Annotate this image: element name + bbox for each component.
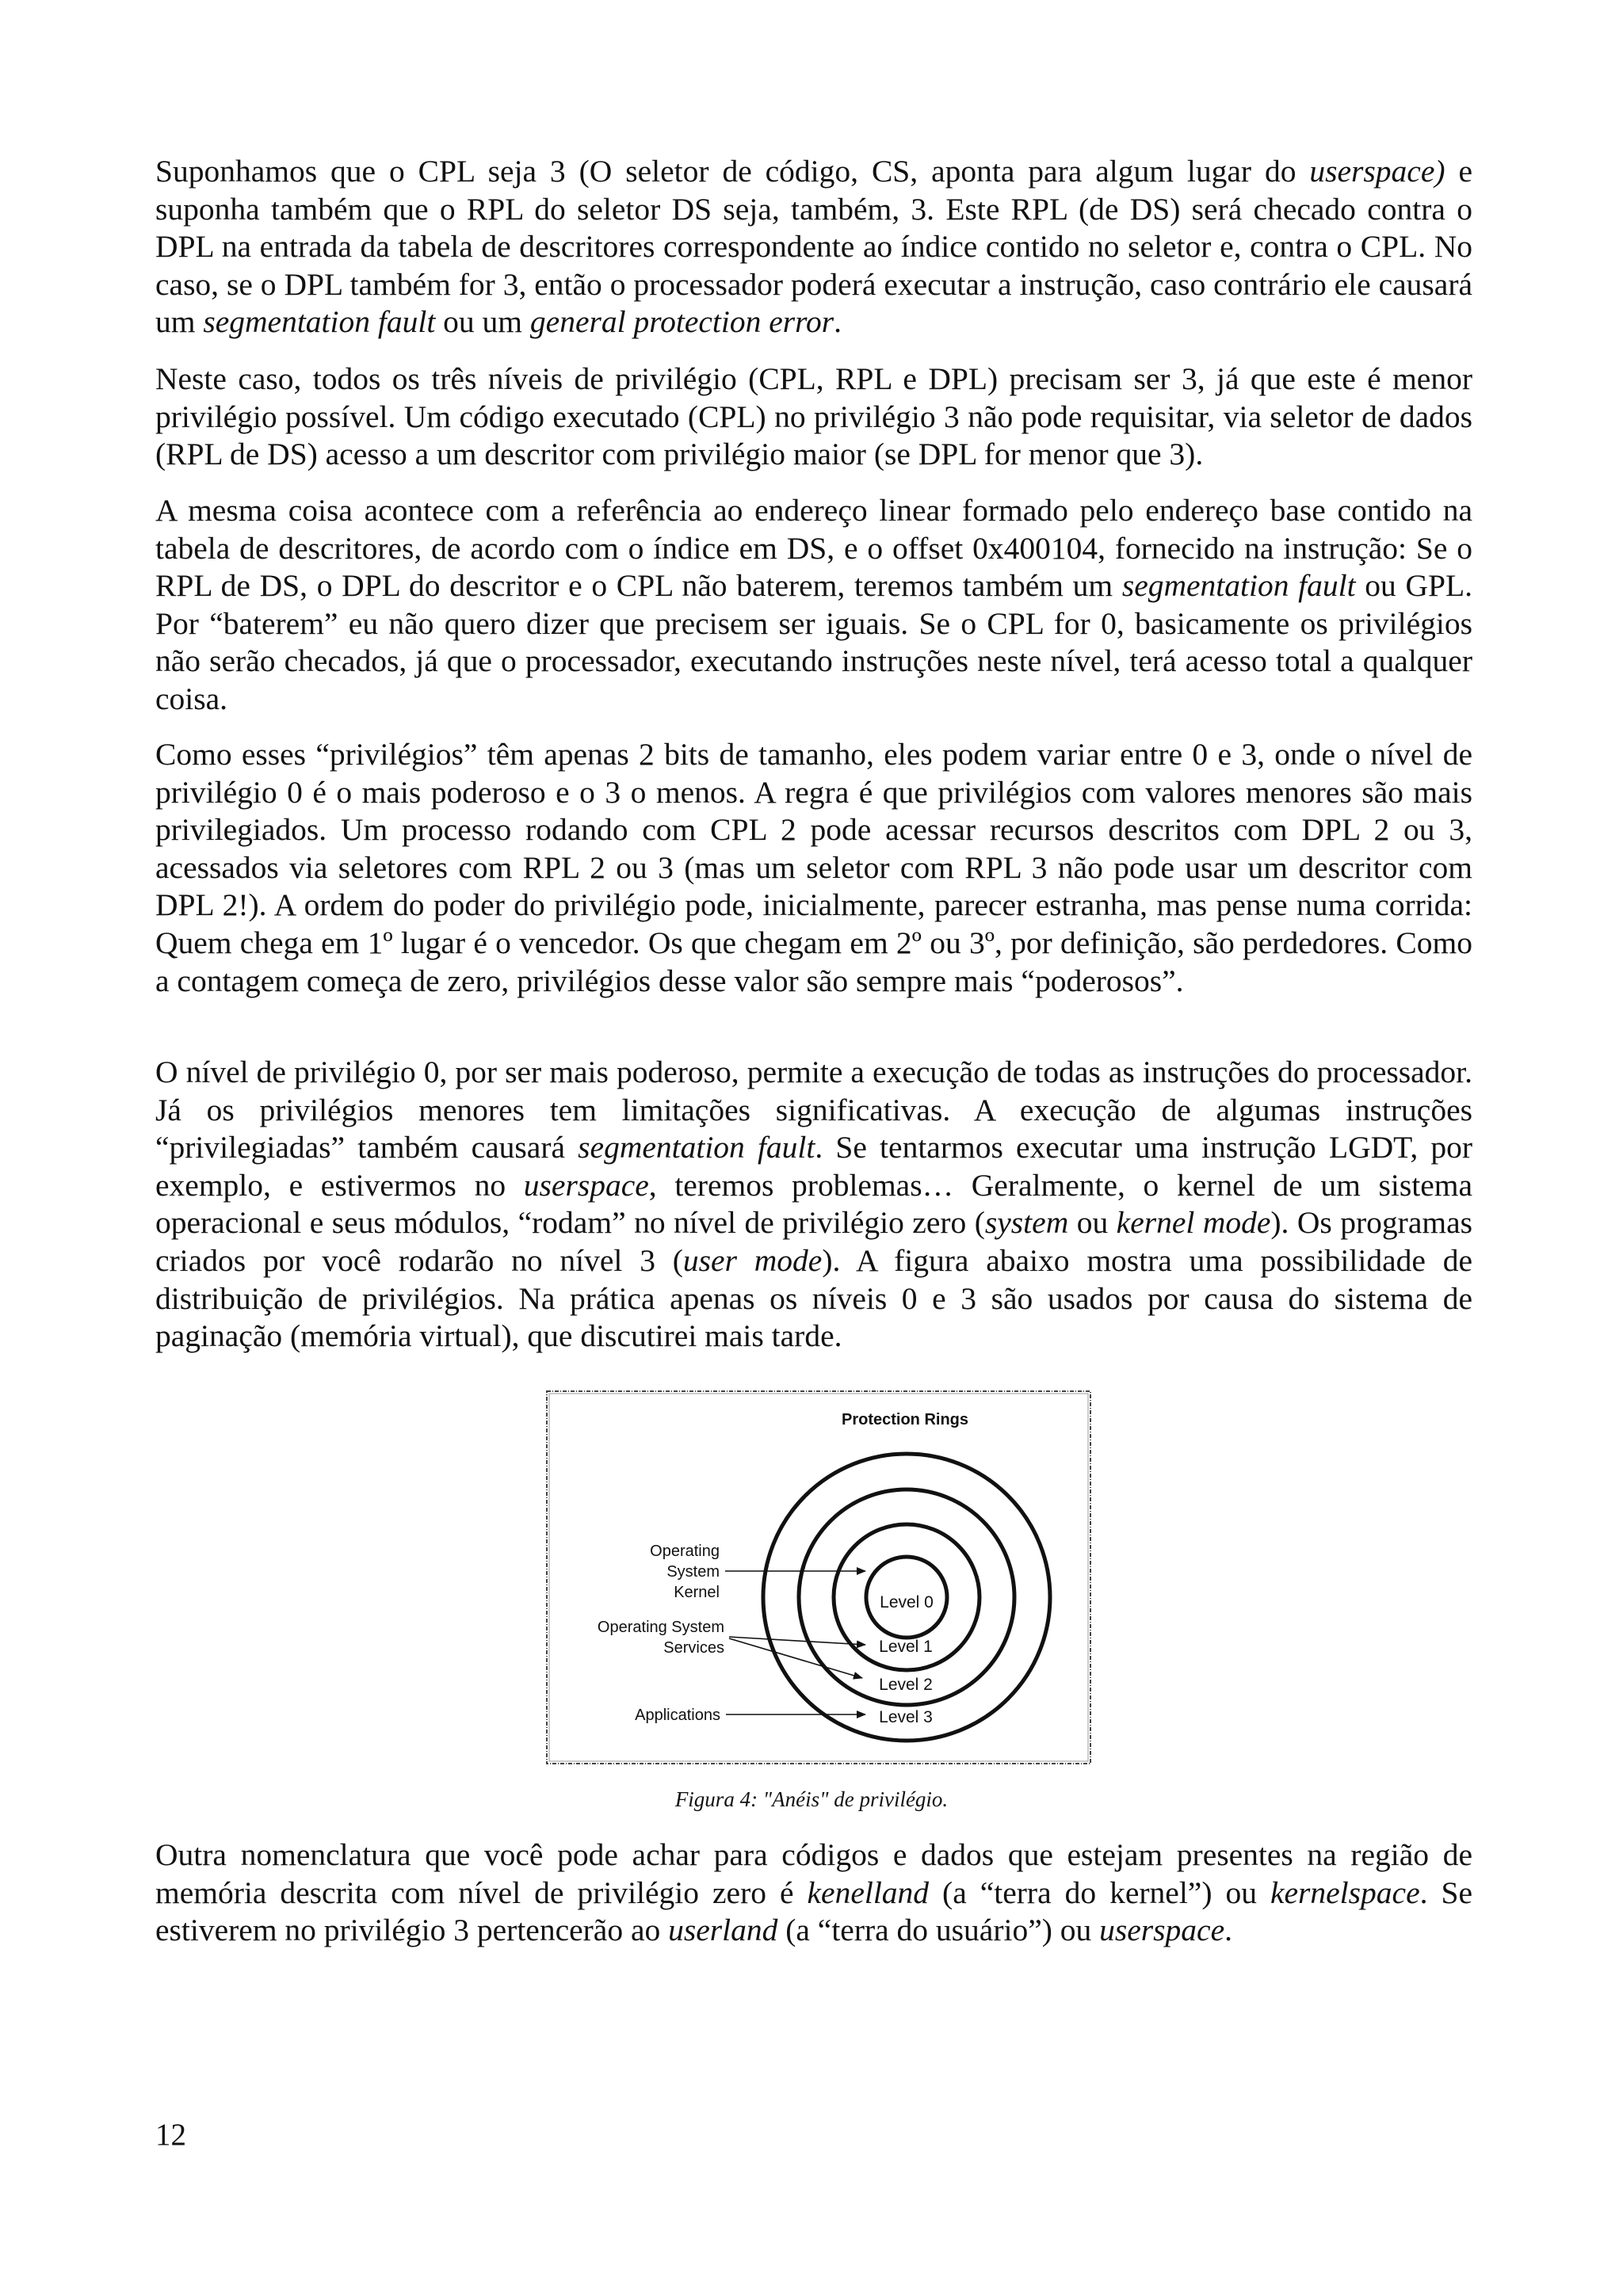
text-run: Outra nomenclatura que você pode achar para códigos e dados que estejam presentes na região de memória descrita com nível de privilégio zero é: [155, 1837, 1472, 1910]
emphasized-term: kernel mode: [1116, 1205, 1271, 1241]
level-0-label: Level 0: [880, 1593, 934, 1611]
level-1-label: Level 1: [879, 1638, 933, 1656]
services-callout-line-1: Operating System: [597, 1619, 724, 1636]
emphasized-term: segmentation fault: [1121, 568, 1356, 604]
applications-callout: Applications: [635, 1707, 720, 1724]
emphasized-term: general protection error: [529, 304, 834, 340]
text-run: . Se tentarmos executar uma instrução LGDT, por exemplo, e estivermos no: [155, 1130, 1473, 1203]
kernel-callout-line-3: Kernel: [674, 1584, 720, 1601]
figure-caption: Figura 4: "Anéis" de privilégio.: [674, 1787, 949, 1811]
emphasized-term: system: [984, 1205, 1069, 1241]
text-run: ). Os programas criados por você rodarão no nível 3 (: [155, 1205, 1472, 1278]
text-run: A mesma coisa acontece com a referência ao endereço linear formado pelo endereço base contido na tabela de descritores, de acordo com o índice em DS, e o offset 0x400104, fornecido na instrução: Se o RPL de DS, o DPL do descritor e o CPL não baterem, teremos também um: [155, 493, 1472, 604]
emphasized-term: segmentation fault: [578, 1130, 815, 1165]
emphasized-term: userspace: [523, 1167, 649, 1203]
paragraph-3: [155, 492, 1472, 719]
figure-title: Protection Rings: [841, 1411, 969, 1428]
text-run: , teremos problemas… Geralmente, o kernel de um sistema operacional e seus módulos, “rodam” no nível de privilégio zero (: [155, 1167, 1472, 1241]
text-run: (a “terra do kernel”) ou: [929, 1875, 1270, 1910]
text-run: ou GPL. Por “baterem” eu não quero dizer que precisem ser iguais. Se o CPL for 0, basicamente os privilégios não serão checados, já que o processador, executando instruções neste nível, terá acesso total a qualquer coisa.: [155, 568, 1473, 716]
services-callout-line-2: Services: [663, 1639, 724, 1657]
emphasized-term: userspace: [1099, 1913, 1225, 1948]
emphasized-term: kernelspace: [1270, 1875, 1420, 1910]
kernel-callout-line-2: System: [666, 1563, 720, 1581]
text-run: ou um: [435, 304, 530, 340]
level-3-label: Level 3: [879, 1708, 933, 1726]
paragraph-6: [155, 1836, 1472, 1950]
emphasized-term: user mode: [682, 1242, 823, 1278]
text-run: e suponha também que o RPL do seletor DS seja, também, 3. Este RPL (de DS) será checado contra o DPL na entrada da tabela de descritores correspondente ao índice contido no seletor e, contra o CPL. No caso, se o DPL também for 3, então o processador poderá executar a instrução, caso contrário ele causará um: [155, 154, 1472, 340]
text-run: .: [1224, 1913, 1232, 1948]
protection-rings-figure: [545, 1390, 1092, 1765]
text-run: Neste caso, todos os três níveis de privilégio (CPL, RPL e DPL) precisam ser 3, já que este é menor privilégio possível. Um código executado (CPL) no privilégio 3 não pode requisitar, via seletor de dados (RPL de DS) acesso a um descritor com privilégio maior (se DPL for menor que 3).: [155, 361, 1472, 472]
text-run: ou: [1068, 1205, 1117, 1241]
emphasized-term: kenelland: [807, 1875, 930, 1910]
text-run: ). A figura abaixo mostra uma possibilidade de distribuição de privilégios. Na prática apenas os níveis 0 e 3 são usados por causa do sistema de paginação (memória virtual), que discutirei mais tarde.: [155, 1242, 1472, 1354]
paragraph-1: [155, 153, 1472, 341]
text-run: Suponhamos que o CPL seja 3 (O seletor de código, CS, aponta para algum lugar do: [155, 154, 1310, 189]
kernel-callout-line-1: Operating: [650, 1543, 720, 1560]
paragraph-5: [155, 1054, 1472, 1356]
paragraph-4: [155, 736, 1472, 1000]
text-run: Como esses “privilégios” têm apenas 2 bits de tamanho, eles podem variar entre 0 e 3, onde o nível de privilégio 0 é o mais poderoso e o 3 o menos. A regra é que privilégios com valores menores são mais privilegiados. Um processo rodando com CPL 2 pode acessar recursos descritos com DPL 2 ou 3, acessados via seletores com RPL 2 ou 3 (mas um seletor com RPL 3 não pode usar um descritor com DPL 2!). A ordem do poder do privilégio pode, inicialmente, parecer estranha, mas pense numa corrida: Quem chega em 1º lugar é o vencedor. Os que chegam em 2º ou 3º, por definição, são perdedores. Como a contagem começa de zero, privilégios desse valor são sempre mais “poderosos”.: [155, 737, 1472, 998]
paragraph-2: [155, 360, 1472, 474]
figure-frame: [547, 1391, 1090, 1764]
text-run: .: [834, 304, 842, 340]
text-run: (a “terra do usuário”) ou: [777, 1913, 1100, 1948]
emphasized-term: userland: [668, 1913, 778, 1948]
text-run: O nível de privilégio 0, por ser mais poderoso, permite a execução de todas as instruções do processador. Já os privilégios menores tem limitações significativas. A execução de algumas instruções “privilegiadas” também causará: [155, 1055, 1472, 1165]
text-run: . Se estiverem no privilégio 3 pertencerão ao: [155, 1875, 1472, 1948]
emphasized-term: segmentation fault: [203, 304, 436, 340]
level-2-label: Level 2: [879, 1676, 933, 1694]
emphasized-term: userspace): [1309, 154, 1445, 189]
page-number: 12: [155, 2118, 186, 2152]
